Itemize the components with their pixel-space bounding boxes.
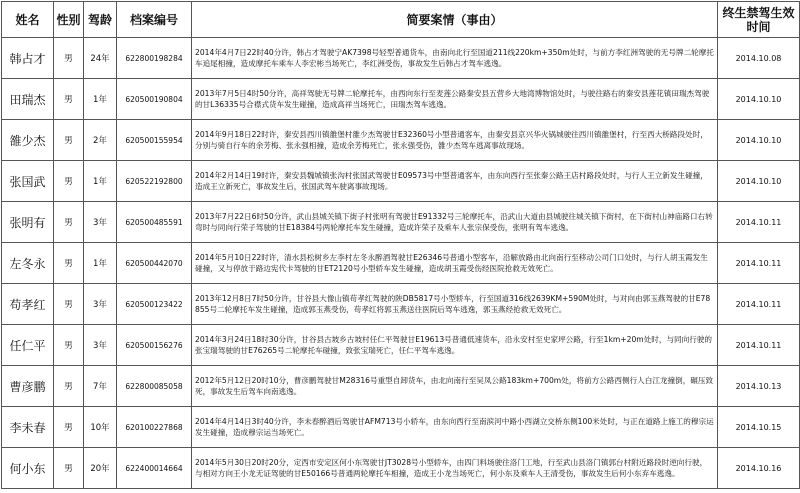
row-summary: 2014年9月18日22时许，秦安县西川镇雒堡村雒少杰驾驶甘E32360号小型普通客车，由秦安县京兴华火锅城驶往西川镇雒堡村，行至西大桥路段处时，分别与骑自行车的余芳梅、张永强相撞，造成余芳梅死亡，张永强受伤，雒少杰驾车逃离事故现场。	[192, 120, 718, 161]
row-years: 3年	[84, 284, 117, 325]
table-row	[2, 243, 800, 284]
table-row	[2, 120, 800, 161]
row-archive: 622400014664	[117, 448, 192, 489]
row-archive: 620500485591	[117, 202, 192, 243]
traffic-violator-table	[1, 1, 800, 489]
table-body	[2, 38, 800, 489]
row-gender: 男	[54, 161, 84, 202]
row-gender: 男	[54, 284, 84, 325]
row-gender: 男	[54, 38, 84, 79]
table-row	[2, 79, 800, 120]
table-row	[2, 325, 800, 366]
row-name: 曹彦鹏	[2, 366, 54, 407]
row-years: 10年	[84, 407, 117, 448]
row-archive: 620500156276	[117, 325, 192, 366]
row-archive: 620522192800	[117, 161, 192, 202]
row-years: 1年	[84, 161, 117, 202]
row-archive: 620500442070	[117, 243, 192, 284]
row-name: 张明有	[2, 202, 54, 243]
header-date: 终生禁驾生效时间	[718, 2, 800, 38]
row-name: 左冬永	[2, 243, 54, 284]
header-summary: 简要案情（事由）	[192, 2, 718, 38]
row-name: 苟孝红	[2, 284, 54, 325]
row-years: 1年	[84, 243, 117, 284]
row-years: 24年	[84, 38, 117, 79]
table-row	[2, 407, 800, 448]
row-archive: 622800198284	[117, 38, 192, 79]
table-row	[2, 202, 800, 243]
header-archive: 档案编号	[117, 2, 192, 38]
row-gender: 男	[54, 202, 84, 243]
row-summary: 2013年7月22日6时50分许，武山县城关镇下街子村张明有驾驶甘E91332号三轮摩托车，沿武山大道由县城驶往城关镇下街村，在下街村山神庙路口右转弯时与同向行荣子驾驶的甘E18384号两轮摩托车发生碰撞，造成许荣子及乘车人张宗保受伤，张明有驾车逃逸。	[192, 202, 718, 243]
row-archive: 620500155954	[117, 120, 192, 161]
row-years: 2年	[84, 120, 117, 161]
row-years: 7年	[84, 366, 117, 407]
row-date: 2014.10.13	[718, 366, 800, 407]
row-archive: 620500190804	[117, 79, 192, 120]
row-gender: 男	[54, 366, 84, 407]
header-gender: 性别	[54, 2, 84, 38]
row-date: 2014.10.16	[718, 448, 800, 489]
row-summary: 2013年12月8日7时50分许，甘谷县大像山镇苟孝红驾驶的陕DB5817号小型轿车，行至国道316线2639KM+590M处时，与对向由郭玉燕驾驶的甘E78855号二轮摩托车发生碰撞，造成郭玉燕受伤，苟孝红将郭玉燕送往医院后驾车逃逸，郭玉燕经抢救无效死亡。	[192, 284, 718, 325]
row-name: 任仁平	[2, 325, 54, 366]
row-name: 何小东	[2, 448, 54, 489]
row-summary: 2014年3月24日18时30分许，甘谷县古坡乡古坡村任仁平驾驶甘E19613号普通低速货车，沿永安村至史家坪公路，行至1km+20m处时，与同向行驶的张宝瑞驾驶的甘E76265号二轮摩托车碰撞，致张宝瑞死亡，任仁平驾车逃逸。	[192, 325, 718, 366]
row-summary: 2014年5月30日20时20分，定西市安定区何小东驾驶甘JT3028号小型轿车，由四门料场驶往洛门工地，行至武山县洛门镇郭台村附近路段时逆向行驶，与相对方向王小龙无证驾驶的甘E50166号普通两轮摩托车相撞，造成王小龙当场死亡，何小东及乘车人王清受伤，事故发生后何小东弃车逃逸。	[192, 448, 718, 489]
row-years: 1年	[84, 79, 117, 120]
row-date: 2014.10.11	[718, 243, 800, 284]
row-date: 2014.10.15	[718, 407, 800, 448]
row-summary: 2014年4月14日3时40分许，李未春醉酒后驾驶甘AFM713号小轿车，由东向西行至南滨河中路小西湖立交桥东侧100米处时，与正在道路上施工的穆宗运发生碰撞，造成穆宗运当场死亡。	[192, 407, 718, 448]
table-row	[2, 448, 800, 489]
header-name: 姓名	[2, 2, 54, 38]
row-gender: 男	[54, 325, 84, 366]
row-date: 2014.10.11	[718, 202, 800, 243]
table-row	[2, 284, 800, 325]
row-date: 2014.10.11	[718, 284, 800, 325]
row-date: 2014.10.10	[718, 120, 800, 161]
row-summary: 2014年5月10日22时许，清水县松树乡左李村左冬永醉酒驾驶甘E26346号普通小型客车，沿解放路由北向南行至移动公司门口处时，与行人胡玉霞发生碰撞，又与停放于路边宪代卡驾驶的甘ET2120号小型轿车发生碰撞，造成胡玉霞受伤经医院抢救无效死亡。	[192, 243, 718, 284]
row-summary: 2014年4月7日22时40分许，韩占才驾驶宁AK7398号轻型普通货车，由南向北行至国道211线220km+350m处时，与前方李红洲驾驶的无号牌二轮摩托车追尾相撞，造成摩托车乘车人李宏彬当场死亡，李红洲受伤，事故发生后韩占才驾车逃逸。	[192, 38, 718, 79]
row-archive: 620500123422	[117, 284, 192, 325]
row-summary: 2012年5月12日20时10分，曹彦鹏驾驶甘M28316号重型自卸货车，由北向南行至吴凤公路183km+700m处，将前方公路西侧行人白江龙撞倒，碾压致死，事故发生后驾车向南逃逸。	[192, 366, 718, 407]
row-summary: 2014年2月14日19时许，秦安县魏城镇张沟村张国武驾驶甘E09573号中型普通客车，由东向西行至张秦公路王店村路段处时，与行人王立新发生碰撞，造成王立新死亡，事故发生后，张国武驾车驶离事故现场。	[192, 161, 718, 202]
row-summary: 2013年7月5日4时50分许，高祥驾驶无号牌二轮摩托车，由西向东行至麦莲公路秦安县五营乡大地湾博物馆处时，与驶往路右的秦安县莲花镇田瑞杰驾驶的甘L36335号合襟式货车发生碰撞，造成高祥当场死亡，田瑞杰驾车逃逸。	[192, 79, 718, 120]
row-gender: 男	[54, 407, 84, 448]
row-date: 2014.10.10	[718, 79, 800, 120]
row-archive: 622800085058	[117, 366, 192, 407]
row-gender: 男	[54, 120, 84, 161]
row-years: 3年	[84, 202, 117, 243]
table-row	[2, 161, 800, 202]
table-row	[2, 38, 800, 79]
row-name: 田瑞杰	[2, 79, 54, 120]
row-date: 2014.10.08	[718, 38, 800, 79]
row-years: 3年	[84, 325, 117, 366]
row-gender: 男	[54, 79, 84, 120]
row-date: 2014.10.11	[718, 325, 800, 366]
row-years: 20年	[84, 448, 117, 489]
row-name: 张国武	[2, 161, 54, 202]
row-archive: 620100227868	[117, 407, 192, 448]
header-years: 驾龄	[84, 2, 117, 38]
table-header	[2, 2, 800, 38]
row-date: 2014.10.10	[718, 161, 800, 202]
row-name: 李未春	[2, 407, 54, 448]
row-name: 韩占才	[2, 38, 54, 79]
row-gender: 男	[54, 243, 84, 284]
row-name: 雒少杰	[2, 120, 54, 161]
row-gender: 男	[54, 448, 84, 489]
table-row	[2, 366, 800, 407]
